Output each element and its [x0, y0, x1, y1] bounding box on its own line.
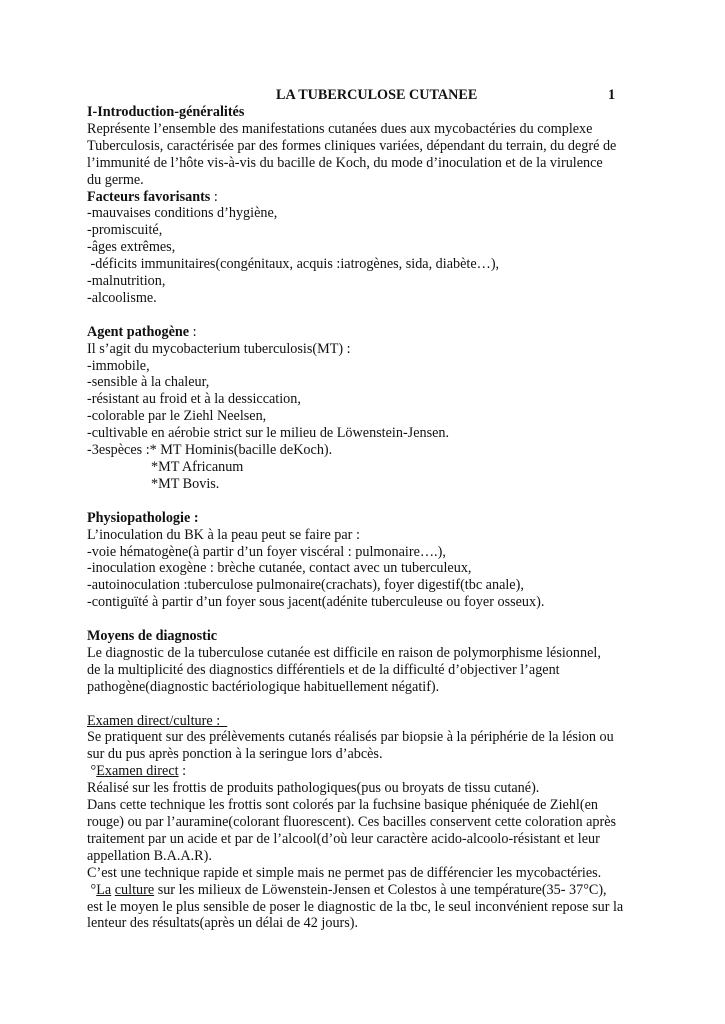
culture-word: culture — [114, 881, 155, 898]
direct-line: traitement par un acide et par de l’alcool(d’où leur caractère acido-alcoolo-résistant et leur — [87, 830, 600, 847]
agent-heading: Agent pathogène — [87, 323, 190, 340]
spacer — [87, 696, 647, 713]
examen-line: Se pratiquent sur des prélèvements cutanés réalisés par biopsie à la périphérie de la lésion ou — [87, 729, 614, 746]
agent-item: -sensible à la chaleur, — [87, 374, 210, 391]
examen-line: sur du pus après ponction à la seringue lors d’abcès. — [87, 746, 383, 763]
intro-line: Représente l’ensemble des manifestations cutanées dues aux mycobactéries du complexe — [87, 120, 593, 137]
agent-species: *MT Bovis. — [151, 475, 220, 492]
agent-item: -cultivable en aérobie strict sur le milieu de Löwenstein-Jensen. — [87, 425, 450, 442]
facteurs-item: -promiscuité, — [87, 222, 163, 239]
page-number: 1 — [608, 87, 616, 103]
agent-species: *MT Africanum — [151, 459, 244, 476]
page-header — [0, 87, 725, 104]
agent-heading-line — [87, 324, 647, 341]
spacer — [87, 307, 647, 324]
direct-heading-line — [87, 763, 647, 780]
examen-heading: Examen direct/culture : — [87, 712, 228, 729]
direct-label: Examen direct — [96, 763, 179, 780]
physio-line: L’inoculation du BK à la peau peut se faire par : — [87, 526, 360, 543]
physio-heading: Physiopathologie : — [87, 509, 199, 526]
intro-line: Tuberculosis, caractérisée par des formes cliniques variées, dépendant du terrain, du degré de — [87, 137, 617, 154]
document-body — [87, 104, 647, 932]
physio-line: -inoculation exogène : brèche cutanée, contact avec un tuberculeux, — [87, 560, 472, 577]
facteurs-item: -déficits immunitaires(congénitaux, acquis :iatrogènes, sida, diabète…), — [87, 256, 500, 273]
agent-item: -3espèces :* MT Hominis(bacille deKoch). — [87, 442, 333, 459]
direct-prefix: ° — [87, 763, 97, 780]
facteurs-item: -malnutrition, — [87, 273, 166, 290]
facteurs-item: -alcoolisme. — [87, 289, 157, 306]
diagnostic-line: Le diagnostic de la tuberculose cutanée est difficile en raison de polymorphisme lésionnel, — [87, 644, 601, 661]
direct-line: rouge) ou par l’auramine(colorant fluorescent). Ces bacilles conservent cette coloration après — [87, 814, 617, 830]
direct-line: Réalisé sur les frottis de produits pathologiques(pus ou broyats de tissu cutané). — [87, 780, 540, 797]
agent-intro: Il s’agit du mycobacterium tuberculosis(MT) : — [87, 340, 351, 357]
culture-rest: sur les milieux de Löwenstein-Jensen et Colestos à une température(35- 37°C), — [154, 881, 607, 898]
physio-line: -voie hématogène(à partir d’un foyer viscéral : pulmonaire….), — [87, 543, 446, 560]
spacer — [87, 493, 647, 510]
intro-heading: I-Introduction-généralités — [87, 104, 245, 120]
physio-line: -autoinoculation :tuberculose pulmonaire(crachats), foyer digestif(tbc anale), — [87, 577, 524, 594]
facteurs-heading: Facteurs favorisants — [87, 188, 211, 205]
diagnostic-line: de la multiplicité des diagnostics différentiels et de la difficulté d’objectiver l’agent — [87, 661, 560, 678]
intro-line: du germe. — [87, 171, 144, 188]
agent-item: -colorable par le Ziehl Neelsen, — [87, 408, 267, 425]
culture-continuation: lenteur des résultats(après un délai de 42 jours). — [87, 915, 359, 932]
agent-item: -immobile, — [87, 357, 150, 374]
direct-line: appellation B.A.A.R). — [87, 847, 212, 864]
culture-prefix: ° — [87, 881, 97, 898]
direct-line: C’est une technique rapide et simple mais ne permet pas de différencier les mycobactéries. — [87, 864, 602, 881]
facteurs-heading-line — [87, 189, 647, 206]
culture-line — [87, 882, 647, 899]
physio-line: -contiguïté à partir d’un foyer sous jacent(adénite tuberculeuse ou foyer osseux). — [87, 594, 545, 611]
agent-item: -résistant au froid et à la dessiccation, — [87, 391, 301, 408]
agent-heading-suffix: : — [189, 323, 197, 340]
facteurs-item: -âges extrêmes, — [87, 239, 176, 256]
diagnostic-heading: Moyens de diagnostic — [87, 628, 218, 645]
facteurs-heading-suffix: : — [210, 188, 218, 205]
culture-la: La — [96, 881, 112, 898]
spacer — [87, 611, 647, 628]
intro-line: l’immunité de l’hôte vis-à-vis du bacille de Koch, du mode d’inoculation et de la virulence — [87, 154, 603, 171]
diagnostic-line: pathogène(diagnostic bactériologique habituellement négatif). — [87, 678, 440, 695]
culture-continuation: est le moyen le plus sensible de poser le diagnostic de la tbc, le seul inconvénient repose sur la — [87, 898, 624, 915]
direct-line: Dans cette technique les frottis sont colorés par la fuchsine basique phéniquée de Ziehl(en — [87, 797, 598, 814]
facteurs-item: -mauvaises conditions d’hygiène, — [87, 205, 278, 222]
direct-suffix: : — [178, 763, 187, 780]
document-title: LA TUBERCULOSE CUTANEE — [276, 87, 478, 103]
